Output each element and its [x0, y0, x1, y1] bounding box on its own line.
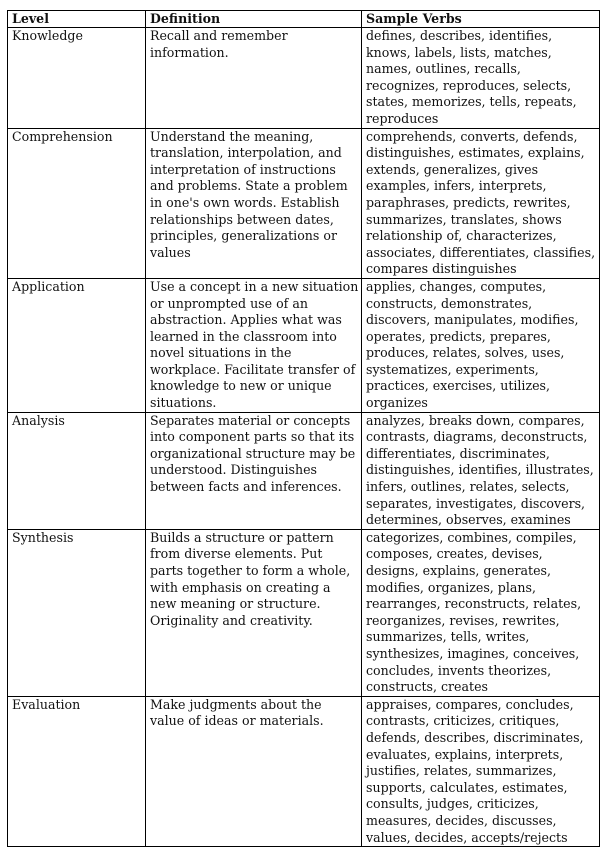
header-definition: Definition — [146, 11, 362, 28]
definition-cell: Recall and remember information. — [146, 28, 362, 129]
definition-cell: Use a concept in a new situation or unprompted use of an abstraction. Applies what was learned in the classroom into novel situations in the workplace. Facilitate transfer of knowledge to new or unique situations. — [146, 278, 362, 412]
definition-cell: Understand the meaning, translation, interpolation, and interpretation of instructions and problems. State a problem in one's own words. Establish relationships between dates, principles, generalizations or values — [146, 128, 362, 278]
header-sample-verbs: Sample Verbs — [362, 11, 600, 28]
definition-cell: Make judgments about the value of ideas or materials. — [146, 696, 362, 846]
level-cell: Analysis — [8, 412, 146, 529]
header-row — [8, 11, 600, 28]
verbs-cell: categorizes, combines, compiles, composes, creates, devises, designs, explains, generates, modifies, organizes, plans, rearranges, reconstructs, relates, reorganizes, revises, rewrites, summarizes, tells, writes, synthesizes, imagines, conceives, concludes, invents theorizes, constructs, creates — [362, 529, 600, 696]
table-row — [8, 28, 600, 129]
verbs-cell: defines, describes, identifies, knows, labels, lists, matches, names, outlines, recalls, recognizes, reproduces, selects, states, memorizes, tells, repeats, reproduces — [362, 28, 600, 129]
bloom-taxonomy-table — [7, 10, 600, 847]
verbs-cell: appraises, compares, concludes, contrasts, criticizes, critiques, defends, describes, discriminates, evaluates, explains, interprets, justifies, relates, summarizes, supports, calculates, estimates, consults, judges, criticizes, measures, decides, discusses, values, decides, accepts/rejects — [362, 696, 600, 846]
table-row — [8, 696, 600, 846]
level-cell: Evaluation — [8, 696, 146, 846]
table-row — [8, 529, 600, 696]
table-row — [8, 128, 600, 278]
table-row — [8, 278, 600, 412]
level-cell: Application — [8, 278, 146, 412]
level-cell: Synthesis — [8, 529, 146, 696]
level-cell: Knowledge — [8, 28, 146, 129]
definition-cell: Builds a structure or pattern from diverse elements. Put parts together to form a whole, with emphasis on creating a new meaning or structure. Originality and creativity. — [146, 529, 362, 696]
verbs-cell: analyzes, breaks down, compares, contrasts, diagrams, deconstructs, differentiates, discriminates, distinguishes, identifies, illustrates, infers, outlines, relates, selects, separates, investigates, discovers, determines, observes, examines — [362, 412, 600, 529]
level-cell: Comprehension — [8, 128, 146, 278]
definition-cell: Separates material or concepts into component parts so that its organizational structure may be understood. Distinguishes between facts and inferences. — [146, 412, 362, 529]
header-level: Level — [8, 11, 146, 28]
verbs-cell: comprehends, converts, defends, distinguishes, estimates, explains, extends, generalizes, gives examples, infers, interprets, paraphrases, predicts, rewrites, summarizes, translates, shows relationship of, characterizes, associates, differentiates, classifies, compares distinguishes — [362, 128, 600, 278]
verbs-cell: applies, changes, computes, constructs, demonstrates, discovers, manipulates, modifies, operates, predicts, prepares, produces, relates, solves, uses, systematizes, experiments, practices, exercises, utilizes, organizes — [362, 278, 600, 412]
table-row — [8, 412, 600, 529]
